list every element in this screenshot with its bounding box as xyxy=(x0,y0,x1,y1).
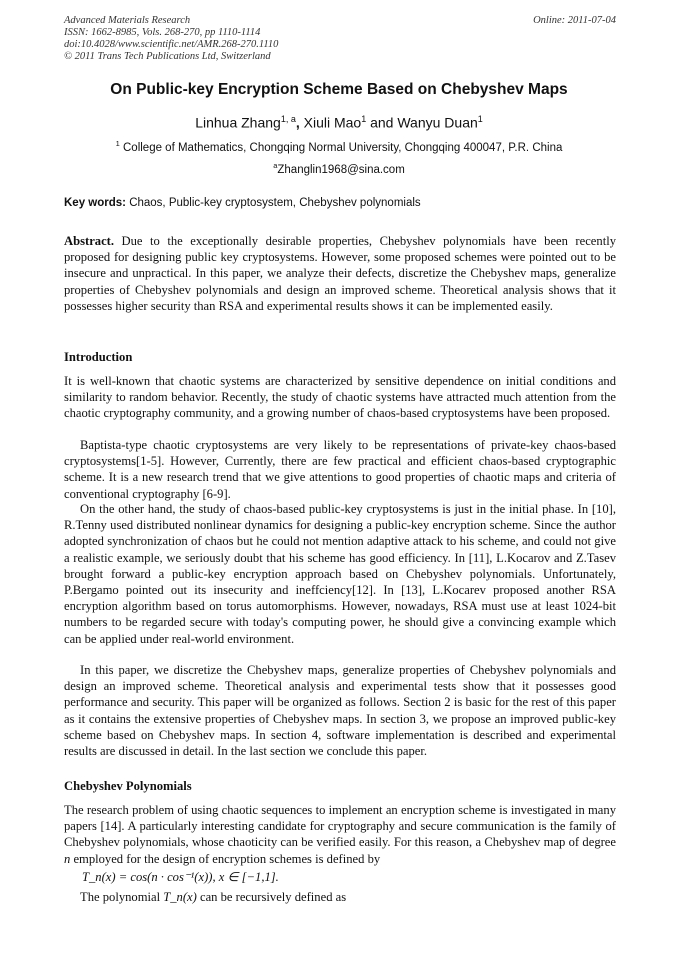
author-separator: , xyxy=(295,114,300,131)
author-list xyxy=(0,114,678,131)
email-text: Zhanglin1968@sina.com xyxy=(277,163,405,176)
journal-header xyxy=(64,15,616,63)
chebyshev-equation: T_n(x) = cos(n · cos⁻¹(x)), x ∈ [−1,1]. xyxy=(82,870,279,884)
copyright-line: © 2011 Trans Tech Publications Ltd, Switzerland xyxy=(64,51,271,62)
doi-line: doi:10.4028/www.scientific.net/AMR.268-270.1110 xyxy=(64,39,279,50)
chebyshev-text-b: employed for the design of encryption schemes is defined by xyxy=(70,851,381,866)
author-email xyxy=(0,161,678,176)
intro-paragraph-4: In this paper, we discretize the Chebyshev maps, generalize properties of Chebyshev polynomials and design an improved scheme. Theoretical analysis and experimental tests show that it possesses good performance and security. This paper will be organized as follows. Section 2 is basic for the rest of this paper as it contains the extensive properties of Chebyshev maps. In section 3, we propose an improved public-key scheme based on Chebyshev maps. In section 4, software implementation is described and experimental results are discussed in detail. In the last section we conclude this paper. xyxy=(64,663,616,759)
affiliation-sup: 1 xyxy=(115,139,120,148)
keywords-text: Chaos, Public-key cryptosystem, Chebyshev polynomials xyxy=(126,197,421,209)
email-sup: a xyxy=(273,161,278,170)
affiliation-text: College of Mathematics, Chongqing Normal University, Chongqing 400047, P.R. China xyxy=(119,141,563,154)
intro-paragraph-1: It is well-known that chaotic systems are characterized by sensitive dependence on initial conditions and similarity to random behavior. Recently, the study of chaotic systems have attracted much attention from the chaotic cryptography community, and a growing number of chaos-based cryptosystems have been proposed. xyxy=(64,374,616,421)
chebyshev-heading: Chebyshev Polynomials xyxy=(64,779,192,793)
recursion-text-b: can be recursively defined as xyxy=(196,890,347,904)
introduction-heading: Introduction xyxy=(64,350,133,364)
recursion-intro xyxy=(80,890,346,905)
keywords xyxy=(64,197,616,209)
chebyshev-text-a: The research problem of using chaotic sequences to implement an encryption scheme is investigated in many papers [14]. A particularly interesting candidate for cryptography and secure communication is the family of Chebyshev polynomials, whose chaoticity can be verified easily. For this reason, a Chebyshev map of degree xyxy=(64,803,616,850)
paper-title: On Public-key Encryption Scheme Based on Chebyshev Maps xyxy=(110,81,568,98)
affiliation xyxy=(0,139,678,154)
keywords-label: Key words: xyxy=(64,197,126,209)
issn-line: ISSN: 1662-8985, Vols. 268-270, pp 1110-1114 xyxy=(64,27,261,38)
author-1-sup: 1, a xyxy=(280,114,296,124)
online-date: Online: 2011-07-04 xyxy=(533,15,616,26)
abstract-label: Abstract. xyxy=(64,234,115,248)
author-3: Wanyu Duan xyxy=(397,114,478,131)
journal-name: Advanced Materials Research xyxy=(64,15,191,26)
polynomial-symbol: T_n(x) xyxy=(163,890,197,904)
abstract xyxy=(64,233,616,314)
intro-paragraph-2: Baptista-type chaotic cryptosystems are very likely to be representations of private-key chaos-based cryptosystems[1-5]. However, Currently, there are few practical and efficient chaos-based cryptographic scheme. It is a new research trend that we give attentions to good properties of chaotic maps and criteria of conventional cryptography [6-9]. xyxy=(64,438,616,501)
author-2: Xiuli Mao xyxy=(299,114,362,131)
author-3-sup: 1 xyxy=(477,114,483,124)
chebyshev-paragraph xyxy=(64,802,616,867)
abstract-text: Due to the exceptionally desirable properties, Chebyshev polynomials have been recently proposed for designing public key cryptosystems. However, some proposed schemes were pointed out to be insecure and unpractical. In this paper, we analyze their defects, discretize the Chebyshev maps, generalize properties of Chebyshev polynomials and design an improved scheme. Theoretical analysis shows that it possesses higher security than RSA and experimental results shows it can be implemented easily. xyxy=(64,234,616,313)
recursion-text-a: The polynomial xyxy=(80,890,164,904)
author-1: Linhua Zhang xyxy=(195,114,281,131)
author-2-sup: 1 xyxy=(361,114,367,124)
degree-symbol: n xyxy=(64,851,71,866)
intro-paragraph-3: On the other hand, the study of chaos-based public-key cryptosystems is just in the initial phase. In [10], R.Tenny used distributed nonlinear dynamics for designing a public-key encryption scheme. Since the author adopted synchronization of chaos but he could not mention adaptive attack to his scheme, and could not give a realistic example, we seriously doubt that his scheme has good efficiency. In [11], L.Kocarov and Z.Tasev brought forward a public-key encryption approach based on Chebyshev polynomials. Unfortunately, P.Bergamo pointed out its insecurity and ineffciency[12]. In [13], L.Kocarev proposed another RSA encryption algorithm based on torus automorphisms. However, nowadays, RSA must use at least 1024-bit numbers to be regarded secure with today's computing power, he should give a convincing example which can be applied under real-world environment. xyxy=(64,502,616,646)
author-and: and xyxy=(366,114,398,131)
